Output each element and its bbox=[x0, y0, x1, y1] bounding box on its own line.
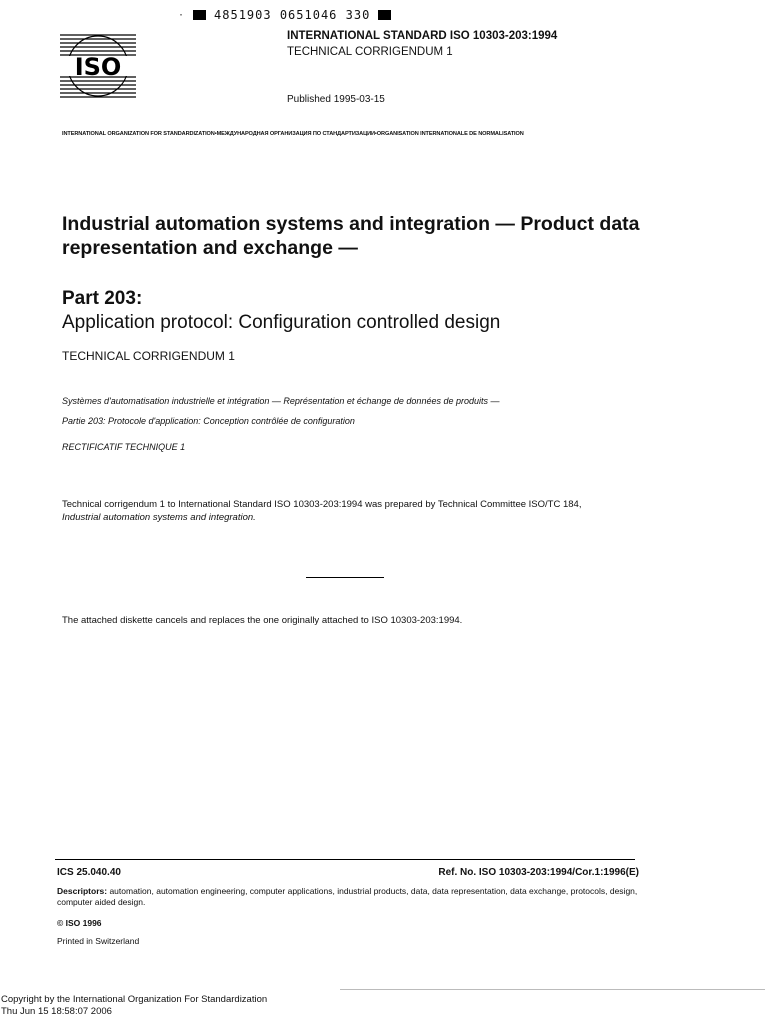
reference-number: Ref. No. ISO 10303-203:1994/Cor.1:1996(E) bbox=[438, 867, 639, 878]
descriptors bbox=[57, 886, 642, 908]
logo-text: ISO bbox=[74, 53, 122, 81]
barcode-header bbox=[178, 8, 391, 22]
diskette-note: The attached diskette cancels and replaces the one originally attached to ISO 10303-203:1994. bbox=[62, 615, 463, 626]
standard-number: INTERNATIONAL STANDARD ISO 10303-203:1994 bbox=[287, 30, 558, 42]
organization-line: INTERNATIONAL ORGANIZATION FOR STANDARDIZATION•МЕЖДУНАРОДНАЯ ОРГАНИЗАЦИЯ ПО СТАНДАРТИЗАЦИИ•ORGANISATION INTERNATIONALE DE NORMALISATION bbox=[62, 131, 524, 137]
published-date: Published 1995-03-15 bbox=[287, 94, 385, 105]
descriptors-text: automation, automation engineering, computer applications, industrial products, data, data representation, data exchange, protocols, design, computer aided design. bbox=[57, 886, 638, 907]
copyright-notice: © ISO 1996 bbox=[57, 918, 102, 928]
french-corrigendum: RECTIFICATIF TECHNIQUE 1 bbox=[62, 442, 186, 452]
descriptors-label: Descriptors: bbox=[57, 886, 108, 896]
iso-logo bbox=[60, 32, 136, 100]
preparation-paragraph bbox=[62, 498, 652, 524]
page-footer-copyright: Copyright by the International Organization For Standardization bbox=[1, 994, 268, 1005]
french-title-2: Partie 203: Protocole d'application: Conception contrôlée de configuration bbox=[62, 416, 355, 426]
barcode-number: 4851903 0651046 330 bbox=[214, 8, 371, 22]
printed-location: Printed in Switzerland bbox=[57, 936, 140, 946]
paragraph-italic: Industrial automation systems and integration. bbox=[62, 512, 256, 523]
separator-line bbox=[306, 577, 384, 578]
dot-mark: · bbox=[178, 9, 186, 21]
document-title: Industrial automation systems and integration — Product data representation and exchange — bbox=[62, 213, 640, 259]
footer-rule bbox=[55, 859, 635, 860]
paragraph-text: Technical corrigendum 1 to International Standard ISO 10303-203:1994 was prepared by Technical Committee ISO/TC 184, bbox=[62, 499, 582, 510]
barcode-square-right bbox=[378, 10, 391, 20]
document-subtitle: Application protocol: Configuration controlled design bbox=[62, 312, 501, 333]
barcode-square-left bbox=[193, 10, 206, 20]
ics-code: ICS 25.040.40 bbox=[57, 867, 121, 878]
part-number: Part 203: bbox=[62, 288, 143, 309]
corrigendum-label: TECHNICAL CORRIGENDUM 1 bbox=[62, 349, 235, 363]
french-title-1: Systèmes d'automatisation industrielle et intégration — Représentation et échange de données de produits — bbox=[62, 396, 500, 406]
page-footer-rule bbox=[340, 989, 765, 990]
header-corrigendum: TECHNICAL CORRIGENDUM 1 bbox=[287, 46, 453, 58]
page-footer-timestamp: Thu Jun 15 18:58:07 2006 bbox=[1, 1006, 112, 1017]
